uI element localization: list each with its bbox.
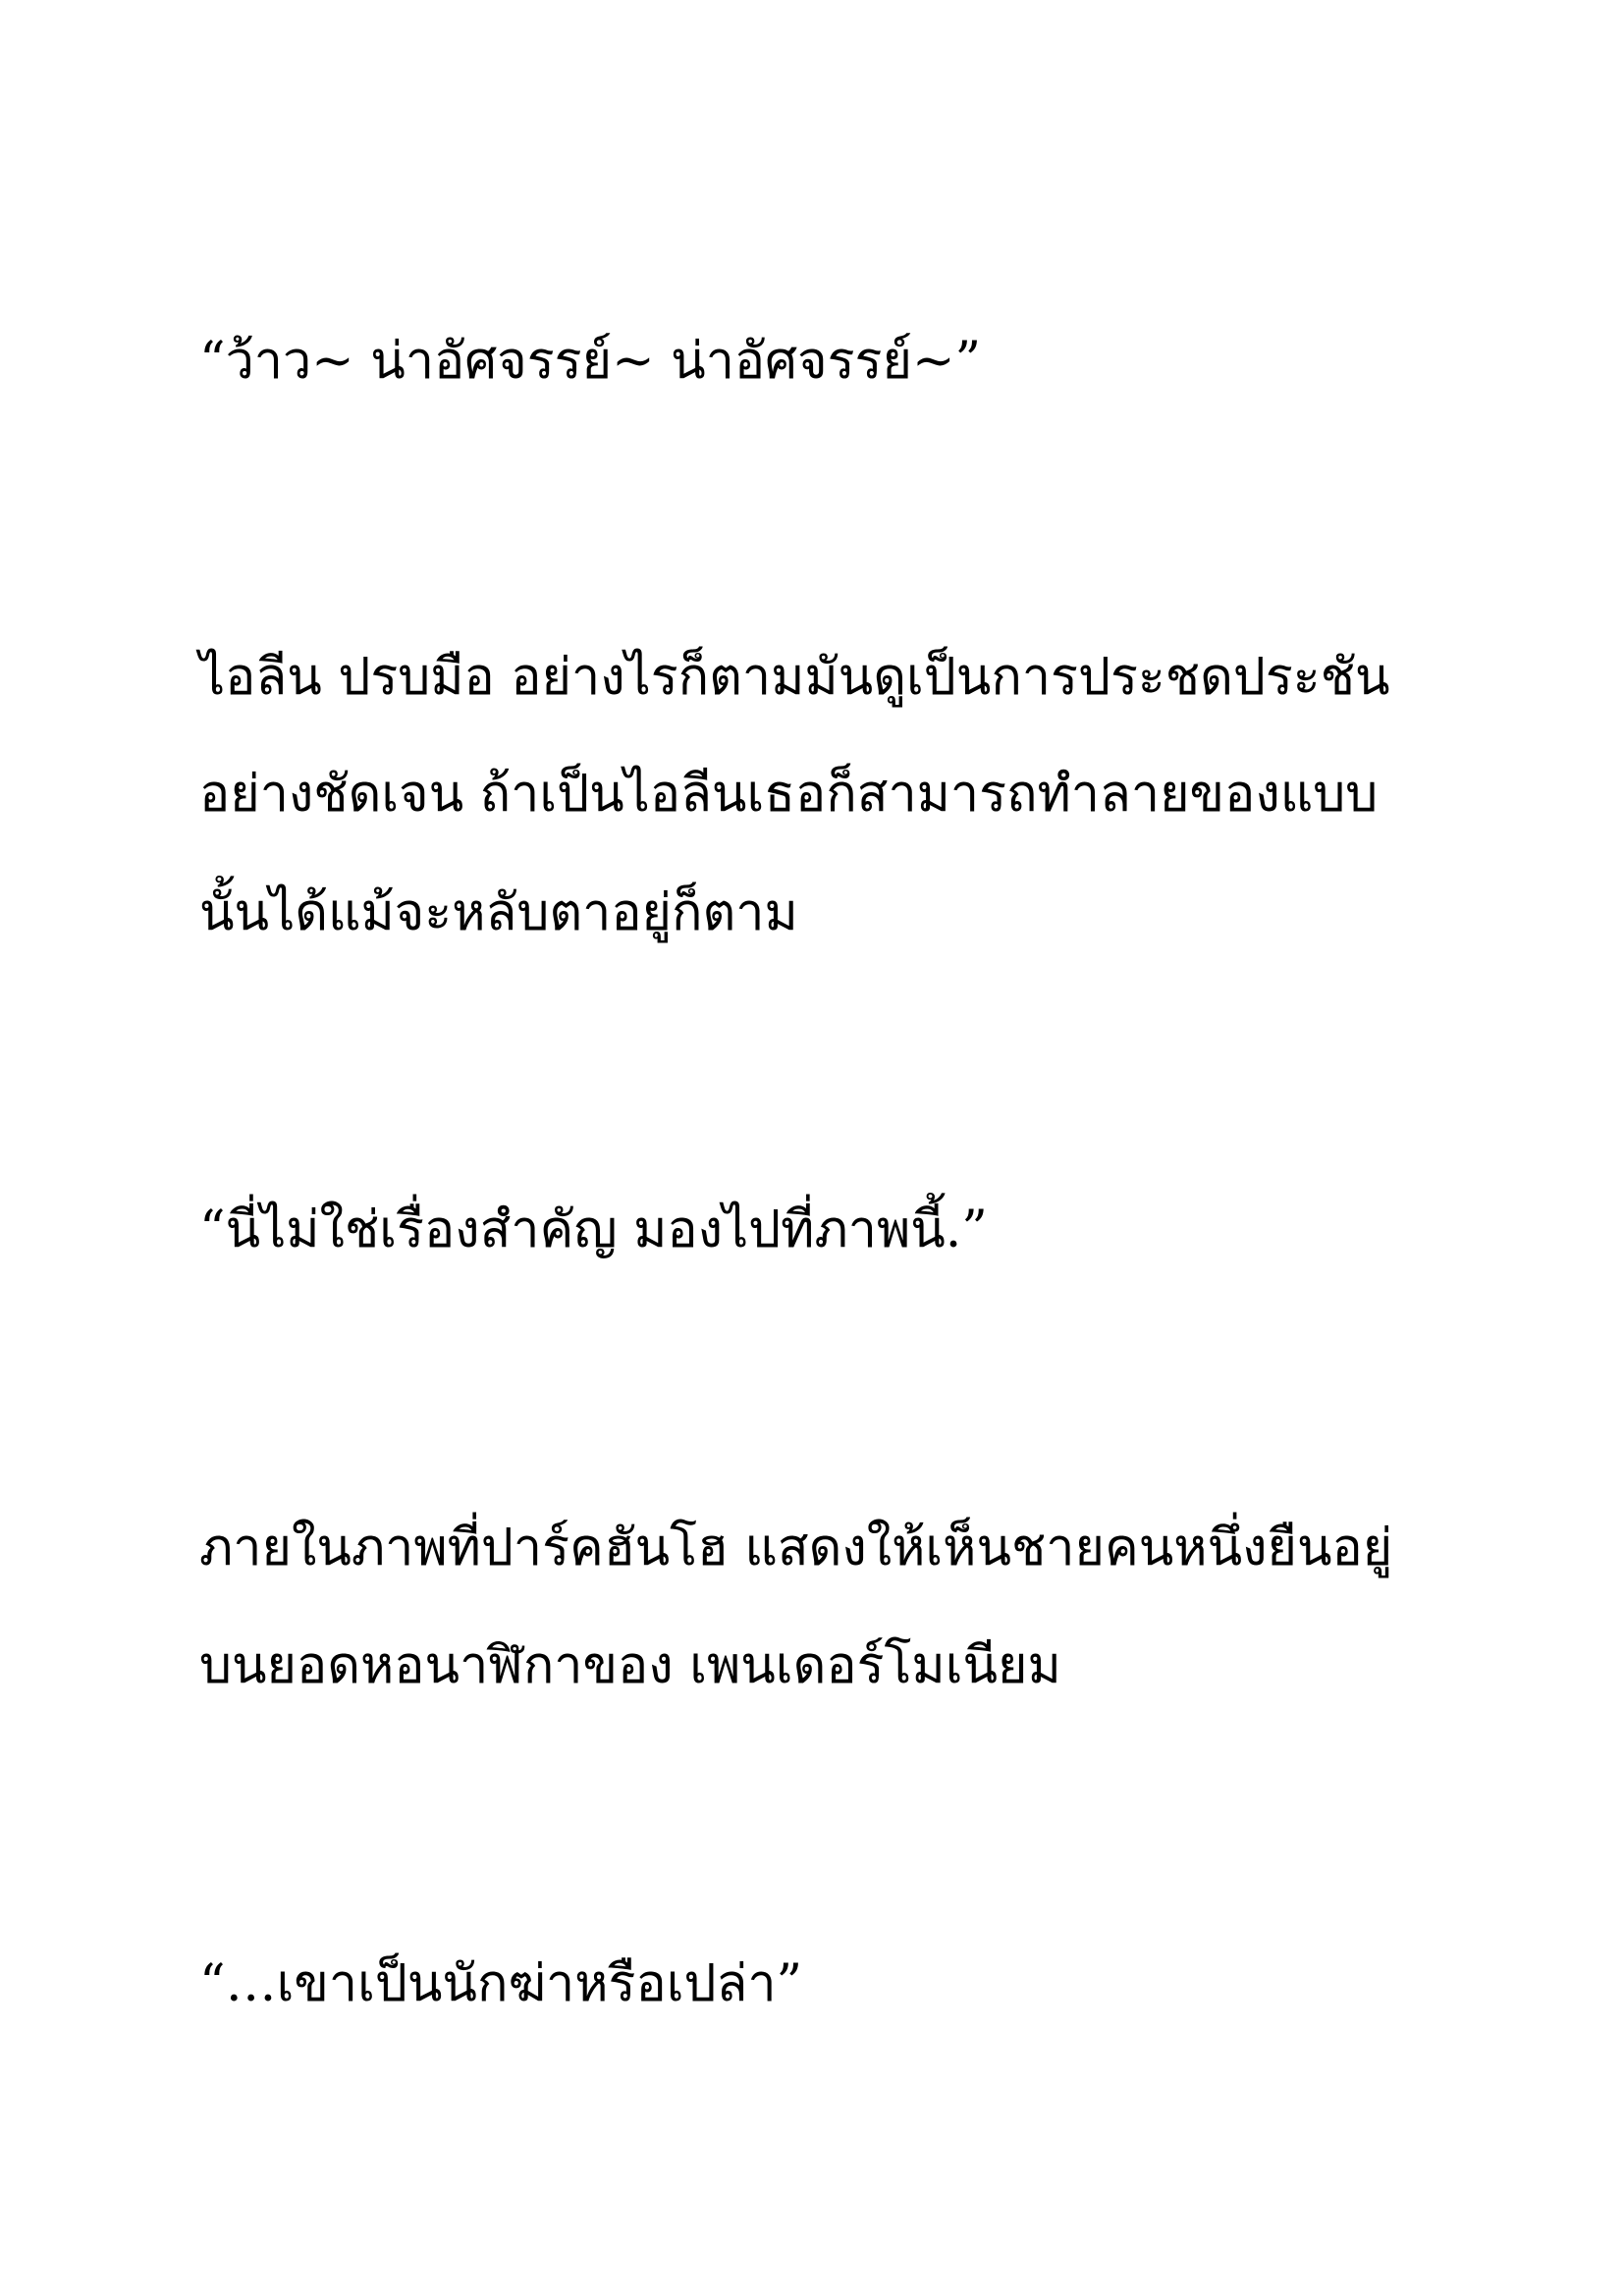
narration-line-4: ภายในภาพที่ปาร์คฮันโฮ แสดงให้เห็นชายคนหนึ่งยืนอยู่ [199,1519,1393,1577]
narration-line-1: ไอลีน ปรบมือ อย่างไรก็ตามมันดูเป็นการประชดประชัน [199,648,1390,707]
dialogue-wow: “ว้าว~ น่าอัศจรรย์~ น่าอัศจรรย์~” [199,332,982,391]
narration-line-5: บนยอดหอนาฬิกาของ เพนเดอร์โมเนียม [199,1636,1061,1695]
dialogue-assassin: “…เขาเป็นนักฆ่าหรือเปล่า” [199,1954,803,2013]
dialogue-look-at-picture: “นี่ไม่ใช่เรื่องสำคัญ มองไปที่ภาพนี้.” [199,1201,988,1259]
narration-line-3: นั้นได้แม้จะหลับตาอยู่ก็ตาม [199,883,798,942]
narration-line-2: อย่างชัดเจน ถ้าเป็นไอลีนเธอก็สามารถทำลายของแบบ [199,765,1379,824]
